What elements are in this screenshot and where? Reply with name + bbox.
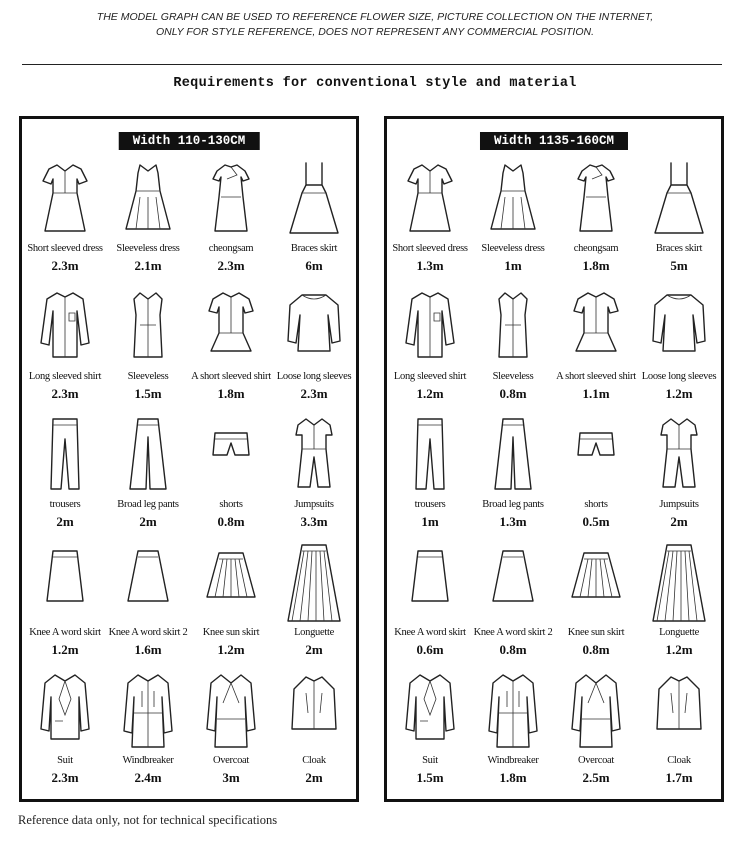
fabric-amount: 2.4m: [134, 770, 162, 785]
fabric-amount: 1.3m: [416, 258, 444, 273]
garment-label: Short sleeved dress: [392, 243, 468, 254]
cheongsam-icon: [201, 157, 261, 239]
garment-item: [273, 541, 355, 659]
garment-item: [555, 285, 637, 403]
garment-item: [190, 669, 272, 787]
trousers-icon: [400, 413, 460, 495]
fabric-amount: 2m: [305, 770, 323, 785]
fabric-amount: 1m: [504, 258, 522, 273]
suit-icon: [400, 669, 460, 751]
fabric-amount: 1.2m: [665, 386, 693, 401]
garment-item: [555, 157, 637, 275]
fabric-amount: 2m: [139, 514, 157, 529]
braces-skirt-icon: [284, 157, 344, 239]
garment-label: Windbreaker: [487, 755, 539, 766]
longuette-icon: [284, 541, 344, 623]
short-sleeved-shirt-icon: [566, 285, 626, 367]
garment-item: [273, 413, 355, 531]
garment-item: [389, 541, 471, 659]
garment-label: Broad leg pants: [117, 499, 179, 510]
fabric-amount: 1.5m: [416, 770, 444, 785]
windbreaker-icon: [483, 669, 543, 751]
fabric-amount: 1.8m: [499, 770, 527, 785]
shorts-icon: [201, 413, 261, 495]
garment-label: shorts: [219, 499, 243, 510]
cloak-icon: [649, 669, 709, 751]
jumpsuit-icon: [284, 413, 344, 495]
garment-label: Overcoat: [577, 755, 615, 766]
garment-label: Long sleeved shirt: [28, 371, 102, 382]
garment-label: Knee A word skirt: [29, 627, 101, 638]
fabric-amount: 1.5m: [134, 386, 162, 401]
jumpsuit-icon: [649, 413, 709, 495]
knee-a-line-skirt-icon: [400, 541, 460, 623]
fabric-amount: 0.6m: [416, 642, 444, 657]
divider: [22, 64, 722, 65]
garment-item: [389, 413, 471, 531]
fabric-amount: 1.7m: [665, 770, 693, 785]
garment-item: [190, 413, 272, 531]
disclaimer-line-1: THE MODEL GRAPH CAN BE USED TO REFERENCE FLOWER SIZE, PICTURE COLLECTION ON THE INTERNET,: [96, 11, 654, 23]
garment-label: Windbreaker: [122, 755, 174, 766]
garment-item: [555, 413, 637, 531]
fabric-amount: 1.2m: [51, 642, 79, 657]
loose-long-sleeves-icon: [649, 285, 709, 367]
garment-label: trousers: [49, 499, 81, 510]
fabric-amount: 2.3m: [300, 386, 328, 401]
sleeveless-top-icon: [483, 285, 543, 367]
overcoat-icon: [566, 669, 626, 751]
garment-item: [638, 285, 720, 403]
garment-item: [107, 285, 189, 403]
garment-item: [472, 285, 554, 403]
garment-label: Suit: [57, 755, 73, 766]
garment-item: [555, 669, 637, 787]
garment-label: Sleeveless dress: [481, 243, 545, 254]
garment-item: [638, 413, 720, 531]
fabric-amount: 5m: [670, 258, 688, 273]
fabric-amount: 2.3m: [217, 258, 245, 273]
garment-label: Knee sun skirt: [202, 627, 260, 638]
garment-label: Sleeveless: [492, 371, 534, 382]
panel-title: Width 1135-160CM: [480, 132, 628, 150]
knee-sun-skirt-icon: [566, 541, 626, 623]
sleeveless-dress-icon: [118, 157, 178, 239]
fabric-amount: 2.3m: [51, 258, 79, 273]
garment-label: cheongsam: [573, 243, 619, 254]
garment-label: Loose long sleeves: [276, 371, 352, 382]
fabric-amount: 1.3m: [499, 514, 527, 529]
garment-label: Loose long sleeves: [641, 371, 717, 382]
short-sleeved-dress-icon: [35, 157, 95, 239]
garment-label: Long sleeved shirt: [393, 371, 467, 382]
fabric-amount: 0.8m: [499, 642, 527, 657]
garment-label: trousers: [414, 499, 446, 510]
garment-item: [389, 285, 471, 403]
long-sleeved-shirt-icon: [400, 285, 460, 367]
fabric-amount: 0.5m: [582, 514, 610, 529]
fabric-amount: 0.8m: [582, 642, 610, 657]
fabric-amount: 6m: [305, 258, 323, 273]
garment-item: [638, 157, 720, 275]
fabric-amount: 1.1m: [582, 386, 610, 401]
garment-label: Braces skirt: [655, 243, 703, 254]
garment-item: [389, 157, 471, 275]
garment-item: [389, 669, 471, 787]
garment-label: Knee sun skirt: [567, 627, 625, 638]
garment-label: Cloak: [667, 755, 691, 766]
shorts-icon: [566, 413, 626, 495]
panel-wide-width: [384, 116, 724, 802]
garment-item: [472, 413, 554, 531]
knee-a-line-skirt-icon: [35, 541, 95, 623]
garment-item: [190, 157, 272, 275]
garment-item: [24, 541, 106, 659]
garment-item: [555, 541, 637, 659]
fabric-amount: 2m: [305, 642, 323, 657]
garment-label: Knee A word skirt 2: [108, 627, 188, 638]
fabric-amount: 1.2m: [416, 386, 444, 401]
fabric-amount: 1.8m: [582, 258, 610, 273]
loose-long-sleeves-icon: [284, 285, 344, 367]
garment-label: Short sleeved dress: [27, 243, 103, 254]
fabric-amount: 2m: [56, 514, 74, 529]
garment-item: [107, 669, 189, 787]
garment-label: Cloak: [302, 755, 326, 766]
fabric-amount: 1.6m: [134, 642, 162, 657]
garment-item: [107, 157, 189, 275]
page-heading: Requirements for conventional style and material: [173, 76, 577, 91]
garment-label: Knee A word skirt 2: [473, 627, 553, 638]
fabric-amount: 2m: [670, 514, 688, 529]
fabric-amount: 1.2m: [665, 642, 693, 657]
garment-label: Longuette: [294, 627, 334, 638]
broad-leg-pants-icon: [483, 413, 543, 495]
garment-label: A short sleeved shirt: [556, 371, 636, 382]
garment-label: Jumpsuits: [659, 499, 699, 510]
garment-label: Knee A word skirt: [394, 627, 466, 638]
knee-a-line-skirt-2-icon: [118, 541, 178, 623]
panel-narrow-width: [19, 116, 359, 802]
windbreaker-icon: [118, 669, 178, 751]
garment-label: shorts: [584, 499, 608, 510]
fabric-amount: 1.8m: [217, 386, 245, 401]
fabric-amount: 2.3m: [51, 386, 79, 401]
fabric-amount: 2.1m: [134, 258, 162, 273]
short-sleeved-dress-icon: [400, 157, 460, 239]
garment-label: Suit: [422, 755, 438, 766]
garment-item: [24, 413, 106, 531]
braces-skirt-icon: [649, 157, 709, 239]
short-sleeved-shirt-icon: [201, 285, 261, 367]
fabric-amount: 1m: [421, 514, 439, 529]
garment-label: Sleeveless dress: [116, 243, 180, 254]
garment-label: Broad leg pants: [482, 499, 544, 510]
long-sleeved-shirt-icon: [35, 285, 95, 367]
garment-item: [638, 541, 720, 659]
garment-label: cheongsam: [208, 243, 254, 254]
fabric-amount: 2.3m: [51, 770, 79, 785]
panel-title: Width 110-130CM: [119, 132, 260, 150]
garment-label: Jumpsuits: [294, 499, 334, 510]
cloak-icon: [284, 669, 344, 751]
garment-label: Longuette: [659, 627, 699, 638]
fabric-amount: 2.5m: [582, 770, 610, 785]
garment-item: [273, 285, 355, 403]
garment-item: [107, 541, 189, 659]
garment-item: [273, 157, 355, 275]
garment-item: [472, 157, 554, 275]
garment-label: Braces skirt: [290, 243, 338, 254]
fabric-amount: 0.8m: [217, 514, 245, 529]
garment-item: [273, 669, 355, 787]
fabric-amount: 0.8m: [499, 386, 527, 401]
disclaimer: [0, 10, 750, 40]
footer-note: Reference data only, not for technical specifications: [18, 813, 278, 827]
garment-item: [472, 669, 554, 787]
knee-a-line-skirt-2-icon: [483, 541, 543, 623]
garment-item: [24, 669, 106, 787]
fabric-amount: 3m: [222, 770, 240, 785]
garment-item: [190, 541, 272, 659]
garment-item: [24, 157, 106, 275]
longuette-icon: [649, 541, 709, 623]
overcoat-icon: [201, 669, 261, 751]
garment-item: [107, 413, 189, 531]
disclaimer-line-2: ONLY FOR STYLE REFERENCE, DOES NOT REPRESENT ANY COMMERCIAL POSITION.: [156, 26, 594, 38]
garment-label: Sleeveless: [127, 371, 169, 382]
fabric-amount: 1.2m: [217, 642, 245, 657]
garment-label: Overcoat: [212, 755, 250, 766]
trousers-icon: [35, 413, 95, 495]
garment-item: [472, 541, 554, 659]
knee-sun-skirt-icon: [201, 541, 261, 623]
garment-item: [190, 285, 272, 403]
garment-item: [638, 669, 720, 787]
cheongsam-icon: [566, 157, 626, 239]
garment-item: [24, 285, 106, 403]
sleeveless-dress-icon: [483, 157, 543, 239]
garment-label: A short sleeved shirt: [191, 371, 271, 382]
suit-icon: [35, 669, 95, 751]
sleeveless-top-icon: [118, 285, 178, 367]
fabric-amount: 3.3m: [300, 514, 328, 529]
broad-leg-pants-icon: [118, 413, 178, 495]
